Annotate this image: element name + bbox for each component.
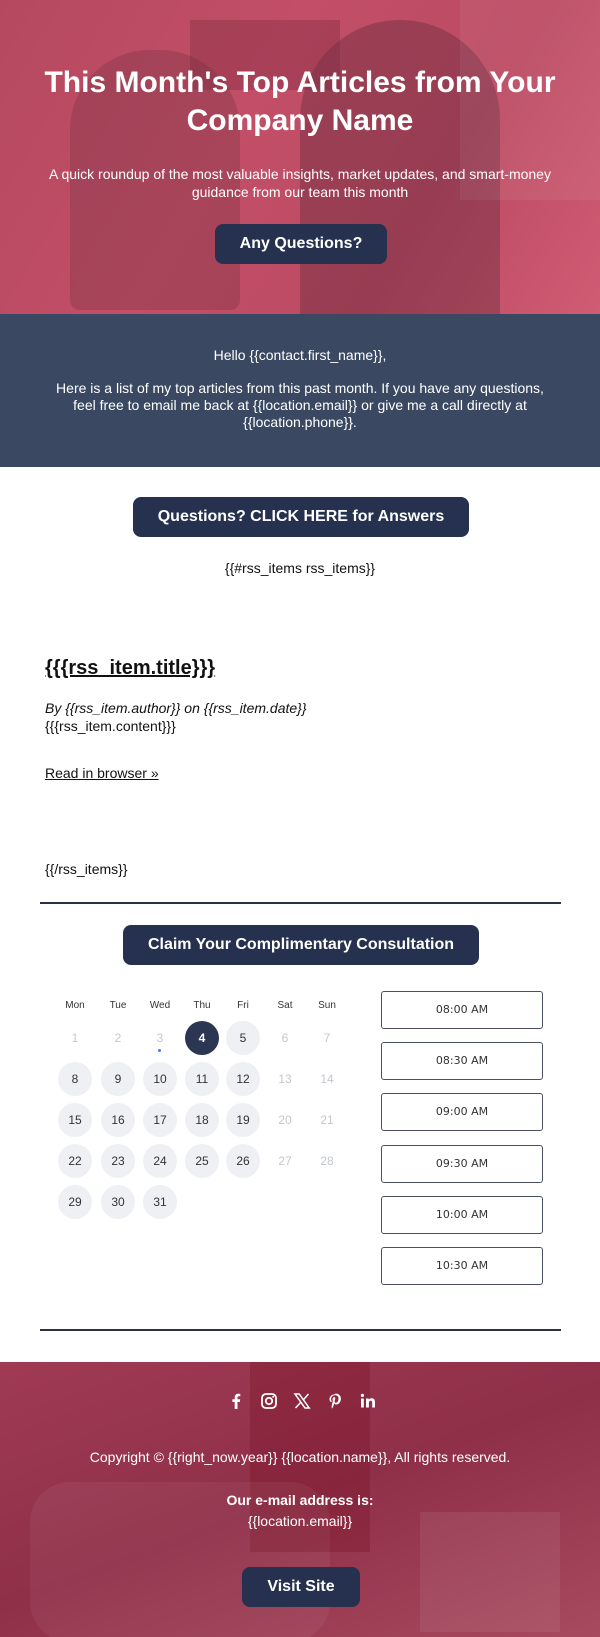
calendar-weekday-row — [56, 1000, 364, 1016]
rss-close-tag: {{/rss_items}} — [45, 861, 128, 877]
calendar-day[interactable]: 22 — [58, 1144, 92, 1178]
divider — [40, 1329, 561, 1331]
calendar-day[interactable]: 19 — [226, 1103, 260, 1137]
pinterest-icon[interactable] — [324, 1390, 346, 1412]
hero-banner — [0, 0, 600, 314]
calendar-day: 21 — [320, 1113, 334, 1127]
rss-item-content: {{{rss_item.content}}} — [45, 718, 176, 734]
read-in-browser-link[interactable]: Read in browser » — [45, 765, 159, 781]
calendar-day[interactable]: 8 — [58, 1062, 92, 1096]
weekday-label: Wed — [149, 1000, 171, 1011]
claim-consultation-button[interactable]: Claim Your Complimentary Consultation — [123, 925, 479, 965]
calendar-day[interactable]: 23 — [101, 1144, 135, 1178]
calendar-day[interactable]: 26 — [226, 1144, 260, 1178]
facebook-icon[interactable] — [225, 1390, 247, 1412]
footer — [0, 1362, 600, 1637]
calendar-day[interactable]: 29 — [58, 1185, 92, 1219]
rss-item-title[interactable]: {{{rss_item.title}}} — [45, 657, 216, 679]
any-questions-button[interactable]: Any Questions? — [215, 224, 387, 264]
divider — [40, 902, 561, 904]
email-heading: Our e-mail address is: — [226, 1492, 374, 1508]
calendar-day[interactable]: 31 — [143, 1185, 177, 1219]
calendar-day[interactable]: 10 — [143, 1062, 177, 1096]
hero-title: This Month's Top Articles from Your Company Name — [44, 66, 556, 137]
calendar-day: 2 — [114, 1031, 122, 1045]
copyright-text: Copyright © {{right_now.year}} {{location.name}}, All rights reserved. — [89, 1449, 511, 1465]
hero-subtitle: A quick roundup of the most valuable insights, market updates, and smart-money guidance from our team this month — [49, 166, 551, 200]
weekday-label: Sun — [318, 1000, 336, 1011]
calendar-day[interactable]: 18 — [185, 1103, 219, 1137]
rss-item-meta: By {{rss_item.author}} on {{rss_item.date}} — [45, 700, 307, 716]
calendar-day: 28 — [320, 1154, 334, 1168]
x-icon[interactable] — [291, 1390, 313, 1412]
time-slot-button[interactable]: 09:30 AM — [381, 1145, 543, 1183]
calendar-day: 3 — [143, 1021, 177, 1055]
weekday-label: Tue — [109, 1000, 127, 1011]
calendar-day[interactable]: 30 — [101, 1185, 135, 1219]
calendar-day[interactable]: 12 — [226, 1062, 260, 1096]
greeting-band — [0, 314, 600, 467]
instagram-icon[interactable] — [258, 1390, 280, 1412]
calendar-day: 7 — [323, 1031, 331, 1045]
calendar-day[interactable]: 11 — [185, 1062, 219, 1096]
calendar-day[interactable]: 15 — [58, 1103, 92, 1137]
linkedin-icon[interactable] — [357, 1390, 379, 1412]
calendar-day[interactable]: 4 — [185, 1021, 219, 1055]
visit-site-button[interactable]: Visit Site — [242, 1567, 360, 1607]
calendar-day: 14 — [320, 1072, 334, 1086]
weekday-label: Mon — [65, 1000, 85, 1011]
time-slot-button[interactable]: 08:00 AM — [381, 991, 543, 1029]
calendar-day: 1 — [71, 1031, 79, 1045]
calendar-day: 6 — [281, 1031, 289, 1045]
calendar-day[interactable]: 17 — [143, 1103, 177, 1137]
weekday-label: Thu — [193, 1000, 211, 1011]
footer-photo-shape — [420, 1512, 560, 1632]
calendar-day[interactable]: 5 — [226, 1021, 260, 1055]
greeting-message: Here is a list of my top articles from this past month. If you have any questions, feel free to email me back at {{location.email}} or give me a call directly at {{location.phone}}. — [56, 380, 544, 430]
greeting-hello: Hello {{contact.first_name}}, — [213, 347, 387, 363]
calendar-day[interactable]: 24 — [143, 1144, 177, 1178]
time-slot-button[interactable]: 08:30 AM — [381, 1042, 543, 1080]
weekday-label: Sat — [277, 1000, 293, 1011]
weekday-label: Fri — [237, 1000, 249, 1011]
time-slot-button[interactable]: 09:00 AM — [381, 1093, 543, 1131]
calendar-day[interactable]: 9 — [101, 1062, 135, 1096]
email-value[interactable]: {{location.email}} — [247, 1513, 353, 1529]
time-slot-button[interactable]: 10:00 AM — [381, 1196, 543, 1234]
time-slot-button[interactable]: 10:30 AM — [381, 1247, 543, 1285]
calendar-day: 27 — [278, 1154, 292, 1168]
calendar-day: 13 — [278, 1072, 292, 1086]
social-links — [0, 1390, 600, 1412]
calendar-day[interactable]: 16 — [101, 1103, 135, 1137]
rss-open-tag: {{#rss_items rss_items}} — [224, 560, 376, 576]
calendar-day: 20 — [278, 1113, 292, 1127]
questions-click-here-button[interactable]: Questions? CLICK HERE for Answers — [133, 497, 469, 537]
calendar-day[interactable]: 25 — [185, 1144, 219, 1178]
